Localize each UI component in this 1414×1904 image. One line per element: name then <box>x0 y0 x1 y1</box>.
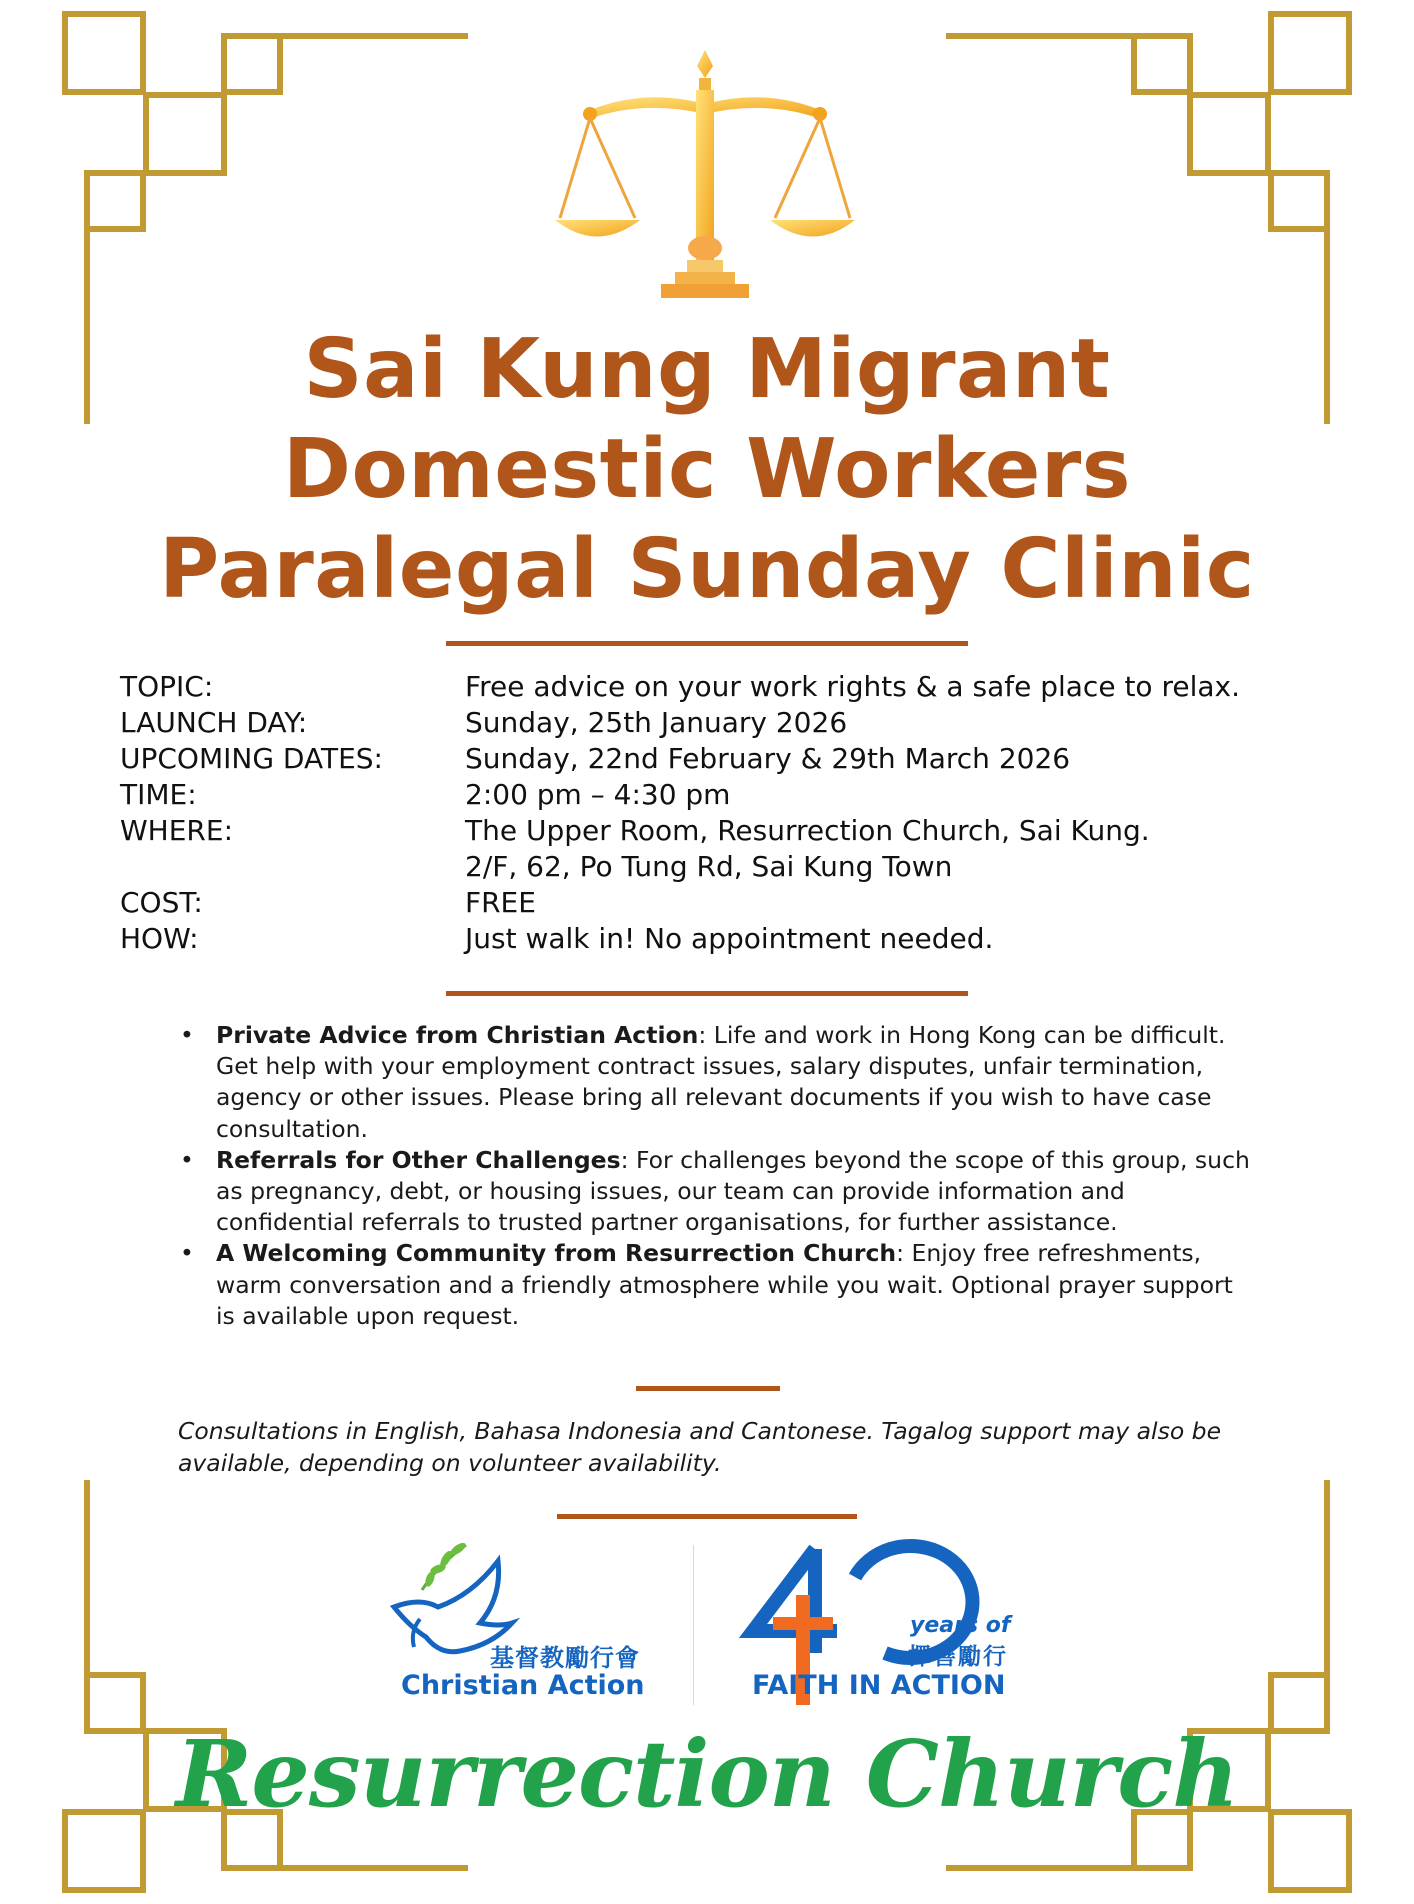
christian-action-chinese-name: 基督教勵行會 <box>490 1644 640 1672</box>
detail-label: WHERE: <box>120 814 234 847</box>
detail-label: TIME: <box>120 778 197 811</box>
detail-value: 2/F, 62, Po Tung Rd, Sai Kung Town <box>465 850 953 883</box>
detail-row-topic <box>120 669 1320 705</box>
page-title <box>0 320 1414 620</box>
detail-row-cost <box>120 885 1320 921</box>
detail-label: UPCOMING DATES: <box>120 742 383 775</box>
detail-label <box>120 849 465 885</box>
detail-row-address <box>120 849 1320 885</box>
list-item-title: A Welcoming Community from Resurrection Church <box>216 1239 897 1268</box>
partner-logos <box>380 1535 1040 1715</box>
detail-value: 2:00 pm – 4:30 pm <box>465 778 731 811</box>
detail-label: TOPIC: <box>120 670 214 703</box>
detail-row-upcoming-dates <box>120 741 1320 777</box>
list-item <box>178 1238 1258 1332</box>
detail-row-time <box>120 777 1320 813</box>
list-item-text: : Enjoy free refreshments, warm conversation and a friendly atmosphere while you wait. Optional prayer support is available upon request. <box>216 1239 1233 1330</box>
title-line-3: Paralegal Sunday Clinic <box>159 522 1255 617</box>
detail-value: Just walk in! No appointment needed. <box>465 922 994 955</box>
list-item <box>178 1145 1258 1239</box>
list-item-text: : For challenges beyond the scope of this group, such as pregnancy, debt, or housing issues, our team can provide information and confidential referrals to trusted partner organisations, for further assistance. <box>216 1145 1250 1237</box>
bullet-symbol: • <box>180 1239 194 1268</box>
list-item-title: Private Advice from Christian Action <box>216 1021 699 1049</box>
detail-label: LAUNCH DAY: <box>120 706 308 739</box>
detail-value: The Upper Room, Resurrection Church, Sai Kung. <box>465 814 1150 847</box>
list-item <box>178 1020 1258 1145</box>
detail-value: Free advice on your work rights & a safe place to relax. <box>465 670 1240 703</box>
faith-in-action-label: FAITH IN ACTION <box>752 1670 1006 1701</box>
title-line-2: Domestic Workers <box>282 422 1132 517</box>
list-item-text: : Life and work in Hong Kong can be difficult. Get help with your employment contract issues, salary disputes, unfair termination, agency or other issues. Please bring all relevant documents if you wish to have case consultation. <box>216 1021 1226 1143</box>
detail-value: Sunday, 25th January 2026 <box>465 706 848 739</box>
language-note: Consultations in English, Bahasa Indonesia and Cantonese. Tagalog support may also be available, depending on volunteer availability. <box>178 1417 1222 1477</box>
list-item-title: Referrals for Other Challenges <box>216 1145 621 1174</box>
detail-row-how <box>120 921 1320 957</box>
detail-label: COST: <box>120 886 203 919</box>
event-details <box>120 669 1320 957</box>
title-line-1: Sai Kung Migrant <box>303 322 1111 417</box>
divider-rule <box>557 1514 857 1519</box>
scales-of-justice-icon <box>555 48 855 312</box>
detail-value: Sunday, 22nd February & 29th March 2026 <box>465 742 1071 775</box>
years-chinese-label: 擇善勵行 <box>908 1644 1008 1670</box>
divider-rule <box>636 1386 780 1391</box>
detail-label: HOW: <box>120 922 199 955</box>
resurrection-church-logo: Resurrection Church <box>175 1720 1239 1828</box>
logo-divider <box>693 1545 694 1705</box>
years-of-label: years of <box>910 1613 1011 1638</box>
service-list <box>178 1020 1258 1332</box>
bullet-symbol: • <box>180 1145 194 1174</box>
detail-value: FREE <box>465 886 536 919</box>
detail-row-launch-day <box>120 705 1320 741</box>
detail-row-where <box>120 813 1320 849</box>
divider-rule <box>446 641 968 646</box>
christian-action-name: Christian Action <box>401 1670 645 1701</box>
bullet-symbol: • <box>180 1021 194 1049</box>
divider-rule <box>446 991 968 996</box>
